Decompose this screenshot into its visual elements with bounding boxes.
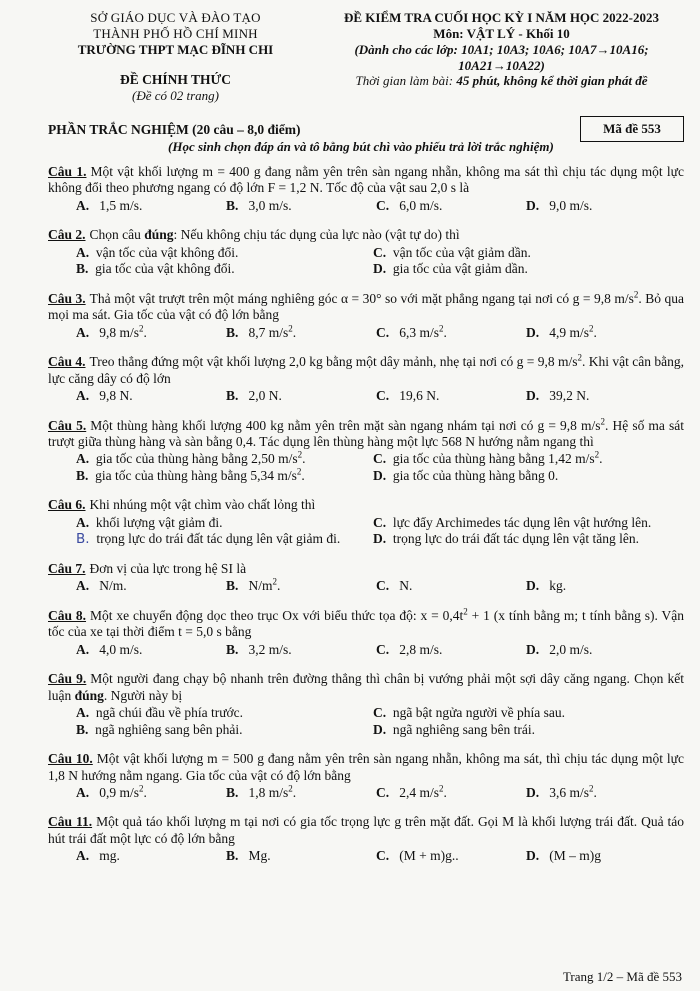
stem-text: Một quả táo khối lượng m tại nơi có gia tốc trọng lực g trên mặt đất. Gọi M là khối lượng trái đất. Quả táo hút trái đất một lực có độ lớn bằng: [48, 814, 684, 846]
question-10: [48, 751, 684, 801]
option-text: 3,2 m/s.: [248, 641, 292, 657]
option-text: mg.: [99, 848, 120, 864]
stem-text: . Hệ số ma sát trượt giữa thùng hàng và sàn bằng 0,4. Tác dụng lên thùng hàng một lực 568 N hướng nằm ngang thì: [48, 417, 684, 449]
option-text: 8,7 m/s: [248, 324, 289, 340]
option-text: N/m.: [99, 578, 127, 594]
option-text: 3,6 m/s: [549, 784, 590, 800]
option-text: Mg.: [248, 848, 271, 864]
option-letter: D.: [526, 641, 540, 657]
option-letter: A.: [76, 848, 90, 864]
option-letter: D.: [373, 467, 387, 483]
option-text: 2,0 N.: [248, 388, 282, 404]
time-value: 45 phút, không kể thời gian phát đề: [456, 73, 648, 89]
option-letter: C.: [373, 705, 387, 721]
option-letter: D.: [526, 324, 540, 340]
question-stem: [48, 814, 684, 847]
question-stem: [48, 561, 684, 577]
option-b: B. 1,8 $m/s^2$.: [226, 783, 297, 800]
option-text: ngã chúi đầu về phía trước.: [95, 705, 244, 721]
question-2: [48, 227, 684, 277]
options: [48, 515, 684, 548]
option-text: gia tốc của thùng hàng bằng 1,42 m/s: [392, 451, 595, 467]
section-heading: [48, 116, 684, 154]
question-stem: [48, 497, 684, 513]
question-number: Câu 6.: [48, 497, 86, 513]
option-a: [76, 388, 226, 404]
superscript: 2: [589, 323, 594, 334]
stem-text: Đơn vị của lực trong hệ SI là: [89, 560, 247, 576]
option-c: C. 6,3 $m/s^2$.: [376, 323, 447, 340]
stem-text: . Người này bị: [103, 687, 183, 703]
option-letter: A.: [76, 578, 90, 594]
option-text: 4,9 m/s: [549, 324, 590, 340]
question-stem: [48, 227, 684, 243]
stem-text: + 1 (x tính bằng m; t tính bằng s). Vận tốc của xe tại thời điểm t = 5,0 s bằng: [48, 607, 684, 640]
question-number: Câu 11.: [48, 814, 93, 830]
page-count: (Đề có 02 trang): [131, 88, 219, 104]
stem-text: : Nếu không chịu tác dụng của lực nào (vật tự do) thì: [173, 227, 460, 243]
option-c: [373, 515, 670, 531]
options: [48, 578, 684, 594]
question-5: [48, 418, 684, 485]
stem-keyword: đúng: [74, 687, 104, 703]
option-text: 1,5 m/s.: [99, 197, 143, 213]
option-b: [76, 531, 373, 547]
option-letter: A.: [76, 197, 90, 213]
option-c: [376, 578, 526, 594]
question-stem: [48, 354, 684, 387]
option-letter: B.: [76, 531, 90, 548]
superscript: 2: [463, 606, 468, 617]
stem-text: Một xe chuyển động dọc theo trục Ox với biểu thức tọa độ: x = 0,4t: [90, 607, 464, 623]
question-8: [48, 608, 684, 658]
option-letter: D.: [526, 388, 540, 404]
options: [48, 245, 684, 278]
option-a: A. 0,9 $m/s^2$.: [76, 783, 147, 800]
option-text: 9,8 m/s: [99, 324, 140, 340]
option-b: [76, 722, 373, 738]
option-text: 39,2 N.: [549, 388, 590, 404]
option-letter: C.: [376, 848, 390, 864]
option-d: [526, 198, 676, 214]
options: [48, 325, 684, 341]
stem-text: Thả một vật trượt trên một máng nghiêng góc α = 30° so với mặt phẳng ngang tại nơi có g = 9,8 m/s: [89, 290, 634, 306]
option-letter: A.: [76, 451, 90, 467]
option-letter: C.: [376, 578, 390, 594]
section-instruction: (Học sinh chọn đáp án và tô bằng bút chì vào phiếu trả lời trắc nghiệm): [168, 138, 554, 154]
question-11: [48, 814, 684, 864]
question-number: Câu 1.: [48, 163, 87, 179]
option-letter: C.: [376, 197, 390, 213]
options: [48, 642, 684, 658]
exam-title: ĐỀ KIỂM TRA CUỐI HỌC KỲ I NĂM HỌC 2022-2023: [343, 10, 660, 25]
option-b: [226, 198, 376, 214]
option-text: 2,8 m/s.: [399, 641, 443, 657]
options: [48, 848, 684, 864]
question-number: Câu 7.: [48, 560, 86, 576]
option-letter: B.: [226, 784, 239, 800]
option-letter: B.: [76, 721, 89, 737]
question-stem: [48, 291, 684, 324]
stem-text: Treo thẳng đứng một vật khối lượng 2,0 kg bằng một dây mảnh, nhẹ tại nơi có g = 9,8 m/s: [89, 354, 578, 370]
option-letter: D.: [526, 578, 540, 594]
option-letter: B.: [226, 641, 239, 657]
option-a: A. 9,8 $m/s^2$.: [76, 323, 147, 340]
option-letter: D.: [526, 197, 540, 213]
option-b: [226, 848, 376, 864]
city-name: THÀNH PHỐ HỒ CHÍ MINH: [93, 25, 258, 41]
option-text: gia tốc của thùng hàng bằng 2,50 m/s: [95, 451, 298, 467]
exam-subject: Môn: VẬT LÝ - Khối 10: [433, 25, 570, 41]
options: [48, 198, 684, 214]
option-b: B. 8,7 $m/s^2$.: [226, 323, 297, 340]
exam-classes-2: 10A21→10A22): [458, 57, 545, 73]
option-letter: D.: [373, 721, 387, 737]
option-text: N.: [399, 578, 413, 594]
option-letter: D.: [373, 261, 387, 277]
option-d: [526, 848, 676, 864]
option-letter: C.: [373, 451, 387, 467]
option-text: N/m: [248, 578, 273, 594]
option-letter: B.: [76, 467, 89, 483]
option-letter: B.: [226, 388, 239, 404]
option-text: 9,8 N.: [99, 388, 133, 404]
stem-text: Một người đang chạy bộ nhanh trên đường thẳng thì chân bị vướng phải một sợi dây căng ngang. Chọn kết luận: [48, 671, 684, 703]
option-text: 9,0 m/s.: [549, 197, 593, 213]
option-text: 19,6 N.: [399, 388, 440, 404]
option-letter: C.: [376, 641, 390, 657]
option-c: [376, 388, 526, 404]
option-d: [373, 468, 670, 484]
option-letter: A.: [76, 388, 90, 404]
superscript: 2: [288, 783, 293, 794]
school-header: [48, 10, 303, 104]
exam-header: [48, 10, 684, 104]
option-letter: C.: [373, 514, 387, 530]
superscript: 2: [139, 323, 144, 334]
stem-text: Khi nhúng một vật chìm vào chất lỏng thì: [89, 497, 316, 513]
question-4: [48, 354, 684, 404]
superscript: 2: [439, 783, 444, 794]
stem-text: . Khi vật cân bằng, lực căng dây có độ lớn: [48, 354, 684, 386]
superscript: 2: [594, 449, 600, 460]
option-c: [373, 245, 670, 261]
section-title: PHẦN TRẮC NGHIỆM (20 câu – 8,0 điểm): [48, 121, 301, 137]
option-letter: A.: [76, 784, 90, 800]
option-text: 6,3 m/s: [399, 324, 440, 340]
stem-text: Một vật khối lượng m = 400 g đang nằm yên trên sàn ngang nhẵn, không ma sát thì chịu tác dụng một lực không đổi theo phương ngang có độ lớn F = 1,2 N. Tốc độ của vật sau 2,0 s là: [48, 163, 684, 196]
official-label: ĐỀ CHÍNH THỨC: [119, 71, 231, 87]
option-b: [226, 388, 376, 404]
question-3: [48, 291, 684, 341]
question-stem: [48, 164, 684, 197]
question-number: Câu 2.: [48, 227, 86, 243]
option-letter: A.: [76, 514, 90, 530]
option-text: 2,4 m/s: [399, 784, 440, 800]
question-number: Câu 5.: [48, 417, 87, 433]
option-text: vận tốc của vật không đổi.: [95, 244, 239, 260]
question-number: Câu 4.: [48, 354, 86, 370]
option-b: B. gia tốc của thùng hàng bằng 5,34 $m/s^2$.: [76, 466, 305, 483]
option-d: [373, 722, 670, 738]
option-a: [76, 578, 226, 594]
option-letter: C.: [376, 388, 390, 404]
school-name: TRƯỜNG THPT MẠC ĐĨNH CHI: [77, 41, 274, 57]
option-text: vận tốc của vật giảm dần.: [392, 244, 531, 260]
superscript: 2: [633, 289, 639, 300]
question-1: [48, 164, 684, 214]
option-c: [376, 198, 526, 214]
option-letter: B.: [226, 324, 239, 340]
option-text: khối lượng vật giảm đi.: [95, 514, 223, 530]
options: [48, 785, 684, 801]
page-footer: Trang 1/2 – Mã đề 553: [562, 969, 682, 985]
option-letter: B.: [226, 848, 239, 864]
superscript: 2: [589, 783, 594, 794]
question-number: Câu 3.: [48, 290, 86, 306]
option-letter: D.: [373, 531, 387, 547]
question-6: [48, 497, 684, 547]
option-text: 6,0 m/s.: [399, 197, 443, 213]
option-text: trọng lực do trái đất tác dụng lên vật tăng lên.: [392, 531, 639, 547]
stem-keyword: đúng: [144, 227, 174, 243]
option-letter: A.: [76, 705, 90, 721]
superscript: 2: [577, 352, 582, 363]
exam-classes-1: (Dành cho các lớp: 10A1; 10A3; 10A6; 10A7→10A16;: [354, 41, 649, 57]
question-9: [48, 671, 684, 738]
stem-text: Một thùng hàng khối lượng 400 kg nằm yên trên mặt sàn ngang nhám tại nơi có g = 9,8 m/s: [90, 417, 601, 433]
option-d: [373, 531, 670, 547]
question-stem: [48, 608, 684, 641]
exam-info: [319, 10, 684, 104]
option-letter: D.: [526, 848, 540, 864]
superscript: 2: [288, 323, 293, 334]
option-b: [226, 642, 376, 658]
superscript: 2: [139, 783, 144, 794]
superscript: 2: [296, 466, 302, 477]
option-a: [76, 515, 373, 531]
option-a: [76, 642, 226, 658]
option-c: C. 2,4 $m/s^2$.: [376, 783, 447, 800]
option-text: kg.: [549, 578, 567, 594]
option-d: [373, 261, 670, 277]
option-text: gia tốc của vật không đổi.: [95, 261, 235, 277]
question-number: Câu 8.: [48, 607, 87, 623]
department-name: SỞ GIÁO DỤC VÀ ĐÀO TẠO: [90, 10, 261, 25]
option-letter: C.: [376, 784, 390, 800]
options: [48, 388, 684, 404]
option-letter: C.: [373, 244, 387, 260]
option-text: ngã nghiêng sang bên trái.: [392, 721, 535, 737]
stem-text: Chọn câu: [89, 227, 141, 243]
option-text: ngã bật ngửa người về phía sau.: [392, 705, 565, 721]
option-d: D. 3,6 $m/s^2$.: [526, 783, 597, 800]
superscript: 2: [600, 416, 606, 427]
option-text: 3,0 m/s.: [248, 197, 292, 213]
option-a: [76, 198, 226, 214]
options: [48, 451, 684, 484]
option-d: D. 4,9 $m/s^2$.: [526, 323, 597, 340]
option-text: gia tốc của vật giảm dần.: [392, 261, 528, 277]
question-number: Câu 9.: [48, 671, 87, 687]
option-text: 0,9 m/s: [99, 784, 140, 800]
option-text: (M + m)g..: [399, 848, 459, 864]
exam-code-box: Mã đề 553: [580, 116, 684, 142]
option-letter: A.: [76, 324, 90, 340]
question-stem: [48, 671, 684, 704]
option-d: [526, 642, 676, 658]
superscript: 2: [297, 449, 303, 460]
option-b: [76, 261, 373, 277]
option-text: 4,0 m/s.: [99, 641, 143, 657]
option-a: [76, 705, 373, 721]
option-c: [376, 642, 526, 658]
question-stem: [48, 751, 684, 784]
option-d: [526, 388, 676, 404]
exam-time: [319, 73, 684, 89]
option-text: (M – m)g: [549, 848, 601, 864]
time-prefix: Thời gian làm bài:: [355, 73, 454, 89]
question-number: Câu 10.: [48, 751, 93, 767]
superscript: 2: [272, 576, 278, 587]
option-b: B. $N/m^2$.: [226, 576, 281, 594]
option-letter: A.: [76, 641, 90, 657]
option-a: [76, 848, 226, 864]
option-letter: B.: [226, 197, 239, 213]
option-c: [373, 705, 670, 721]
question-stem: [48, 418, 684, 451]
option-text: gia tốc của thùng hàng bằng 5,34 m/s: [95, 467, 297, 483]
option-text: lực đẩy Archimedes tác dụng lên vật hướng lên.: [392, 514, 652, 530]
stem-text: Một vật khối lượng m = 500 g đang nằm yên trên sàn ngang nhẵn, không ma sát, thì chịu tác dụng một lực 1,8 N hướng nằm ngang. Gia tốc của vật có độ lớn bằng: [48, 751, 684, 783]
option-text: 1,8 m/s: [248, 784, 289, 800]
option-c: C. gia tốc của thùng hàng bằng 1,42 $m/s^2$.: [373, 449, 603, 467]
option-letter: D.: [526, 784, 540, 800]
options: [48, 705, 684, 738]
option-letter: B.: [226, 578, 239, 594]
option-c: [376, 848, 526, 864]
option-letter: C.: [376, 324, 390, 340]
option-d: [526, 578, 676, 594]
question-7: [48, 561, 684, 595]
option-a: A. gia tốc của thùng hàng bằng 2,50 $m/s^2$.: [76, 449, 306, 467]
option-text: trọng lực do trái đất tác dụng lên vật giảm đi.: [96, 531, 341, 547]
stem-text: . Bỏ qua mọi ma sát. Gia tốc của vật có độ lớn bằng: [48, 290, 684, 323]
superscript: 2: [439, 323, 444, 334]
option-text: 2,0 m/s.: [549, 641, 593, 657]
option-text: gia tốc của thùng hàng bằng 0.: [392, 467, 559, 483]
option-text: ngã nghiêng sang bên phải.: [95, 721, 243, 737]
option-letter: B.: [76, 261, 89, 277]
option-a: [76, 245, 373, 261]
option-letter: A.: [76, 244, 90, 260]
